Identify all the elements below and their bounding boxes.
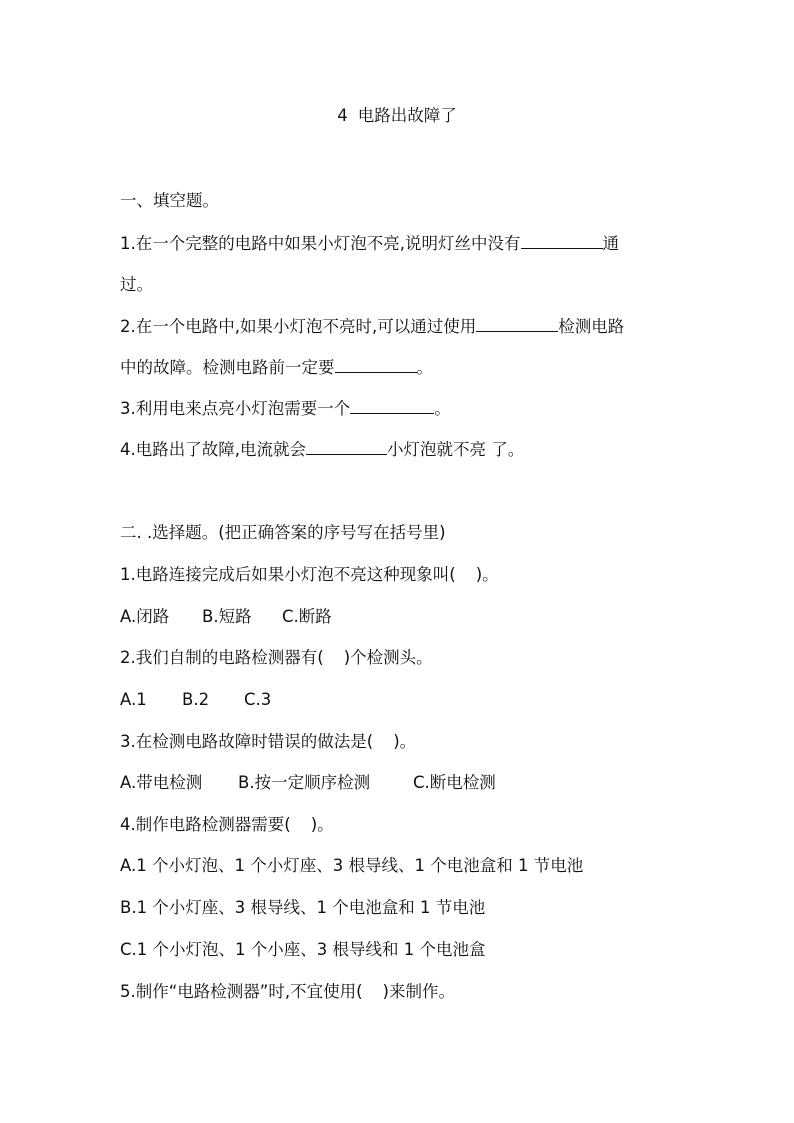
- lesson-title: 电路出故障了: [357, 106, 457, 125]
- option-a: A.带电检测: [120, 773, 203, 792]
- fill-question-2: 2.在一个电路中,如果小灯泡不亮时,可以通过使用 检测电路: [120, 317, 625, 336]
- choice-question-1: 1.电路连接完成后如果小灯泡不亮这种现象叫( )。: [120, 565, 499, 584]
- choice-question-4-option-a: A.1 个小灯泡、1 个小灯座、3 根导线、1 个电池盒和 1 节电池: [120, 856, 584, 875]
- page-title: [0, 104, 794, 128]
- option-b: B.按一定顺序检测: [238, 773, 371, 792]
- answer-blank[interactable]: [521, 234, 603, 249]
- choice-question-4-option-b: B.1 个小灯座、3 根导线、1 个电池盒和 1 节电池: [120, 898, 486, 917]
- option-b: B.短路: [202, 607, 252, 626]
- answer-blank[interactable]: [306, 440, 387, 455]
- answer-blank[interactable]: [476, 317, 558, 332]
- option-b: B.2: [182, 690, 210, 709]
- fill-question-1: 1.在一个完整的电路中如果小灯泡不亮,说明灯丝中没有 通: [120, 234, 619, 253]
- choice-question-2: 2.我们自制的电路检测器有( )个检测头。: [120, 648, 433, 667]
- option-c: C.3: [244, 690, 272, 709]
- choice-question-1-options: [120, 605, 332, 629]
- section-choice-heading: 二. .选择题。(把正确答案的序号写在括号里): [120, 523, 446, 542]
- choice-question-4-option-c: C.1 个小灯泡、1 个小座、3 根导线和 1 个电池盒: [120, 940, 486, 959]
- choice-question-2-options: [120, 688, 271, 712]
- choice-question-4: 4.制作电路检测器需要( )。: [120, 815, 334, 834]
- choice-question-3-options: [120, 771, 496, 795]
- option-c: C.断电检测: [413, 773, 496, 792]
- answer-blank[interactable]: [350, 399, 434, 414]
- option-a: A.1: [120, 690, 147, 709]
- fill-question-4: 4.电路出了故障,电流就会 小灯泡就不亮 了。: [120, 440, 525, 459]
- answer-blank[interactable]: [335, 358, 417, 373]
- fill-question-2-cont: 中的故障。检测电路前一定要 。: [120, 358, 433, 377]
- choice-question-3: 3.在检测电路故障时错误的做法是( )。: [120, 732, 417, 751]
- option-a: A.闭路: [120, 607, 170, 626]
- fill-question-3: 3.利用电来点亮小灯泡需要一个 。: [120, 399, 451, 418]
- choice-question-5: 5.制作“电路检测器”时,不宜使用( )来制作。: [120, 982, 455, 1001]
- lesson-number: 4: [337, 106, 348, 125]
- option-c: C.断路: [282, 607, 332, 626]
- section-fill-blank-heading: 一、填空题。: [120, 191, 219, 210]
- fill-question-1-cont: 过。: [120, 275, 153, 294]
